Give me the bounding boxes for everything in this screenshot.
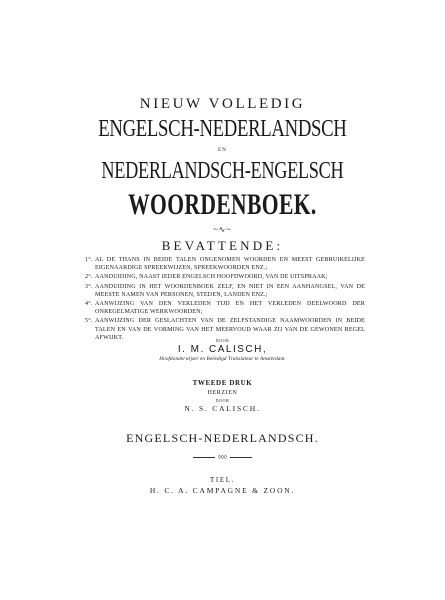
item-text: AANDUIDING IN HET WOORDENBOEK ZELF, EN NIET IN EEN AANHANGSEL, VAN DE MEESTE NAMEN VAN PERSONEN, STEDEN, LANDEN ENZ.; (95, 283, 365, 298)
contents-item (85, 283, 365, 299)
ornament-glyph: ◊◊◊ (218, 455, 227, 461)
item-number: 1°. (85, 257, 93, 263)
item-text: AANWIJZING VAN DEN VERLEDEN TIJD EN HET VERLEDEN DEELWOORD DER ONREGELMATIGE WERKWOORDEN; (95, 301, 365, 316)
volume-subtitle: ENGELSCH-NEDERLANDSCH. (126, 431, 319, 445)
bottom-ornament (0, 455, 445, 461)
revised-label: HERZIEN (207, 390, 238, 396)
ornament-rule-right (230, 457, 252, 458)
contents-item (85, 256, 365, 272)
author-role: Hoofdonderwijzer en Beëedigd Translateur te Amsterdam. (159, 356, 286, 362)
item-text: AL DE THANS IN BEIDE TALEN ONGENOMEN WOORDEN EN MEEST GEBRUIKELIJKE EIGENAARDIGE SPREEKWIJZEN, SPREEKWOORDEN ENZ.; (95, 257, 365, 272)
by-label-2: DOOR (215, 398, 230, 403)
by-label: DOOR (215, 338, 230, 343)
item-number: 3°. (85, 283, 93, 290)
title-connector: EN (218, 148, 227, 153)
ornament-rule-left (193, 457, 215, 458)
contents-item (85, 300, 365, 316)
item-number: 5°. (85, 318, 93, 325)
publisher-city: TIEL. (210, 476, 235, 484)
contents-list (85, 256, 365, 343)
contents-item (85, 273, 365, 281)
reviser-name: N. S. CALISCH. (184, 404, 261, 413)
contents-heading: BEVATTENDE: (161, 238, 284, 253)
author-name: I. M. CALISCH, (177, 344, 268, 355)
item-text: AANWIJZING DER GESLACHTEN VAN DE ZELFSTANDIGE NAAMWOORDEN IN BEIDE TALEN EN VAN DE VORMING VAN HET MEERVOUD WAAR ZIJ VAN DE GEWONEN REGEL AFWIJKT. (95, 318, 365, 341)
edition: TWEEDE DRUK (192, 379, 253, 387)
item-text: AANDUIDING, NAAST IEDER ENGELSCH HOOFDWOORD, VAN DE UITSPRAAK; (95, 274, 328, 281)
item-number: 2°. (85, 274, 93, 281)
top-ornament: ~∿~ (213, 225, 232, 234)
publisher-name: H. C. A. CAMPAGNE & ZOON. (149, 486, 296, 495)
title-line-4: WOORDENBOEK. (128, 188, 317, 221)
title-line-3: NEDERLANDSCH-ENGELSCH (101, 158, 344, 184)
item-number: 4°. (85, 301, 93, 308)
title-line-2: ENGELSCH-NEDERLANDSCH (98, 116, 347, 142)
title-line-1: NIEUW VOLLEDIG (139, 96, 306, 112)
